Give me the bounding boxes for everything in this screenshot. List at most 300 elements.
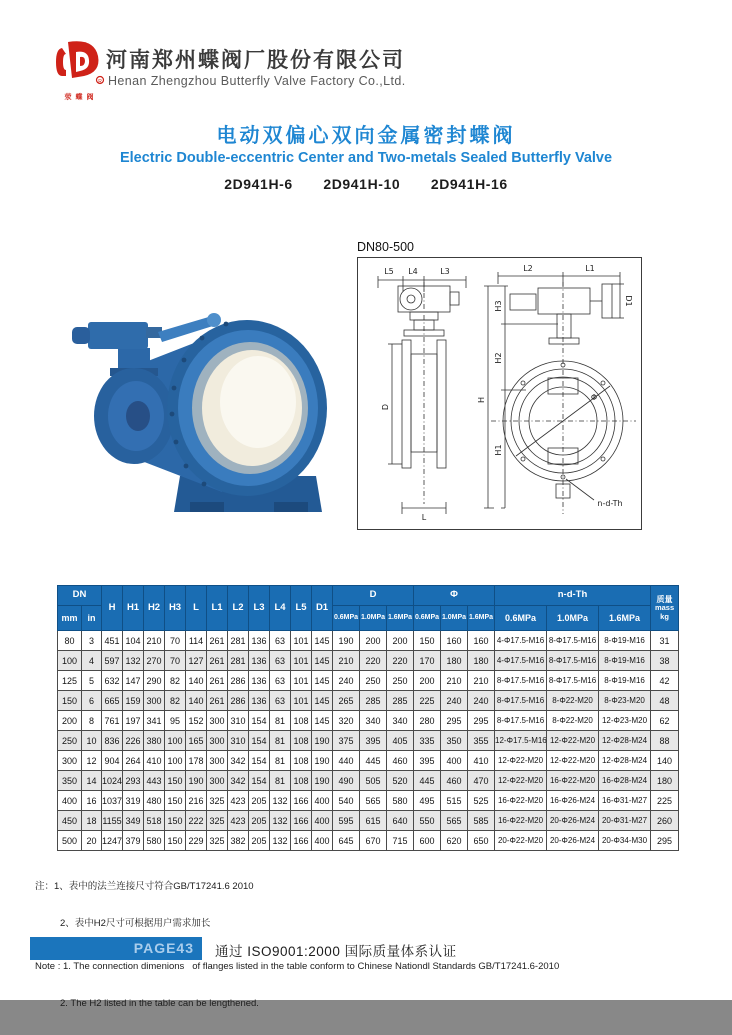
table-cell: 12-Φ22-M20 bbox=[547, 731, 599, 751]
table-cell: 220 bbox=[360, 651, 387, 671]
table-cell: 31 bbox=[651, 631, 679, 651]
table-cell: 340 bbox=[387, 711, 414, 731]
table-cell: 1247 bbox=[102, 831, 123, 851]
table-cell: 310 bbox=[228, 731, 249, 751]
table-cell: 20-Φ26-M24 bbox=[547, 831, 599, 851]
table-cell: 460 bbox=[387, 751, 414, 771]
table-cell: 101 bbox=[291, 671, 312, 691]
table-cell: 136 bbox=[249, 691, 270, 711]
table-cell: 125 bbox=[58, 671, 82, 691]
table-cell: 645 bbox=[333, 831, 360, 851]
valve-photo-illustration bbox=[72, 313, 327, 512]
table-cell: 88 bbox=[651, 731, 679, 751]
table-cell: 670 bbox=[360, 831, 387, 851]
table-cell: 8-Φ17.5-M16 bbox=[547, 631, 599, 651]
col-header-l5: L5 bbox=[291, 586, 312, 631]
table-cell: 81 bbox=[270, 711, 291, 731]
table-cell: 150 bbox=[58, 691, 82, 711]
table-cell: 200 bbox=[387, 631, 414, 651]
subcol-d-06: 0.6MPa bbox=[333, 606, 360, 631]
table-row bbox=[58, 791, 679, 811]
table-cell: 580 bbox=[144, 831, 165, 851]
table-cell: 12-Φ22-M20 bbox=[495, 751, 547, 771]
table-cell: 222 bbox=[186, 811, 207, 831]
table-cell: 200 bbox=[414, 671, 441, 691]
table-cell: 261 bbox=[207, 631, 228, 651]
subcol-phi-06: 0.6MPa bbox=[414, 606, 441, 631]
table-cell: 100 bbox=[58, 651, 82, 671]
table-cell: 140 bbox=[651, 751, 679, 771]
table-cell: 136 bbox=[249, 671, 270, 691]
table-cell: 300 bbox=[207, 711, 228, 731]
col-header-h1: H1 bbox=[123, 586, 144, 631]
table-cell: 8-Φ19-M16 bbox=[599, 631, 651, 651]
table-cell: 178 bbox=[186, 751, 207, 771]
table-cell: 450 bbox=[58, 811, 82, 831]
table-cell: 154 bbox=[249, 771, 270, 791]
table-cell: 100 bbox=[165, 731, 186, 751]
table-cell: 14 bbox=[82, 771, 102, 791]
table-row bbox=[58, 771, 679, 791]
table-row bbox=[58, 631, 679, 651]
logo-caption: 荥蝶阀 bbox=[64, 94, 98, 101]
table-cell: 180 bbox=[651, 771, 679, 791]
table-cell: 518 bbox=[144, 811, 165, 831]
col-header-l1: L1 bbox=[207, 586, 228, 631]
dim-label-h3: H3 bbox=[494, 300, 503, 312]
table-cell: 240 bbox=[468, 691, 495, 711]
table-cell: 180 bbox=[441, 651, 468, 671]
table-cell: 285 bbox=[387, 691, 414, 711]
table-cell: 16 bbox=[82, 791, 102, 811]
table-cell: 410 bbox=[144, 751, 165, 771]
table-cell: 190 bbox=[312, 751, 333, 771]
table-cell: 395 bbox=[414, 751, 441, 771]
table-cell: 8-Φ17.5-M16 bbox=[495, 711, 547, 731]
table-cell: 16-Φ22-M20 bbox=[495, 791, 547, 811]
table-cell: 197 bbox=[123, 711, 144, 731]
table-cell: 48 bbox=[651, 691, 679, 711]
spec-table bbox=[57, 585, 679, 851]
table-cell: 136 bbox=[249, 631, 270, 651]
dim-label-h1: H1 bbox=[494, 444, 503, 456]
table-cell: 470 bbox=[468, 771, 495, 791]
table-row bbox=[58, 751, 679, 771]
table-cell: 240 bbox=[441, 691, 468, 711]
table-row bbox=[58, 691, 679, 711]
table-cell: 290 bbox=[144, 671, 165, 691]
table-cell: 12-Φ22-M20 bbox=[547, 751, 599, 771]
table-cell: 632 bbox=[102, 671, 123, 691]
table-cell: 81 bbox=[270, 731, 291, 751]
table-cell: 350 bbox=[441, 731, 468, 751]
dim-label-l4: L4 bbox=[408, 267, 418, 276]
table-cell: 550 bbox=[414, 811, 441, 831]
table-cell: 382 bbox=[228, 831, 249, 851]
table-cell: 145 bbox=[312, 651, 333, 671]
table-cell: 1037 bbox=[102, 791, 123, 811]
table-cell: 410 bbox=[468, 751, 495, 771]
company-name-cn: 河南郑州蝶阀厂股份有限公司 bbox=[106, 49, 405, 72]
side-view bbox=[378, 267, 466, 522]
table-cell: 108 bbox=[291, 711, 312, 731]
col-header-dn: DN bbox=[58, 586, 102, 606]
iso-cert-text: 通过 ISO9001:2000 国际质量体系认证 bbox=[215, 944, 457, 959]
table-cell: 42 bbox=[651, 671, 679, 691]
table-cell: 8-Φ17.5-M16 bbox=[547, 651, 599, 671]
table-cell: 379 bbox=[123, 831, 144, 851]
table-cell: 200 bbox=[58, 711, 82, 731]
table-cell: 250 bbox=[387, 671, 414, 691]
table-cell: 12-Φ28-M24 bbox=[599, 731, 651, 751]
dim-label-l: L bbox=[421, 513, 427, 522]
table-cell: 190 bbox=[312, 771, 333, 791]
table-cell: 286 bbox=[228, 691, 249, 711]
col-header-l3: L3 bbox=[249, 586, 270, 631]
table-cell: 665 bbox=[102, 691, 123, 711]
table-cell: 400 bbox=[312, 831, 333, 851]
dim-label-h2: H2 bbox=[494, 352, 503, 364]
table-cell: 12-Φ17.5-M16 bbox=[495, 731, 547, 751]
table-cell: 451 bbox=[102, 631, 123, 651]
table-cell: 150 bbox=[165, 791, 186, 811]
table-cell: 229 bbox=[186, 831, 207, 851]
table-cell: 210 bbox=[333, 651, 360, 671]
table-cell: 62 bbox=[651, 711, 679, 731]
table-cell: 190 bbox=[186, 771, 207, 791]
table-cell: 63 bbox=[270, 651, 291, 671]
table-cell: 226 bbox=[123, 731, 144, 751]
dim-label-l2: L2 bbox=[523, 264, 533, 273]
note-cn-2: 2、表中H2尺寸可根据用户需求加长 bbox=[60, 917, 211, 929]
table-cell: 540 bbox=[333, 791, 360, 811]
table-cell: 295 bbox=[441, 711, 468, 731]
table-cell: 4-Φ17.5-M16 bbox=[495, 631, 547, 651]
note-en-2: 2. The H2 listed in the table can be lengthened. bbox=[60, 997, 259, 1009]
table-cell: 145 bbox=[312, 671, 333, 691]
table-cell: 423 bbox=[228, 791, 249, 811]
table-row bbox=[58, 731, 679, 751]
svg-text:R: R bbox=[98, 79, 102, 85]
table-cell: 342 bbox=[228, 771, 249, 791]
table-cell: 295 bbox=[651, 831, 679, 851]
table-cell: 16-Φ22-M20 bbox=[547, 771, 599, 791]
table-cell: 20-Φ34-M30 bbox=[599, 831, 651, 851]
table-cell: 349 bbox=[123, 811, 144, 831]
table-cell: 8-Φ17.5-M16 bbox=[495, 671, 547, 691]
table-cell: 63 bbox=[270, 631, 291, 651]
table-cell: 150 bbox=[165, 771, 186, 791]
table-cell: 147 bbox=[123, 671, 144, 691]
table-cell: 20-Φ31-M27 bbox=[599, 811, 651, 831]
table-cell: 300 bbox=[207, 731, 228, 751]
table-cell: 264 bbox=[123, 751, 144, 771]
table-cell: 190 bbox=[333, 631, 360, 651]
table-cell: 8-Φ19-M16 bbox=[599, 651, 651, 671]
table-cell: 280 bbox=[414, 711, 441, 731]
table-cell: 170 bbox=[414, 651, 441, 671]
table-header-row-1 bbox=[58, 586, 679, 606]
col-header-in: in bbox=[82, 606, 102, 631]
table-cell: 565 bbox=[360, 791, 387, 811]
subcol-ndth-16: 1.6MPa bbox=[599, 606, 651, 631]
product-title-en: Electric Double-eccentric Center and Two-metals Sealed Butterfly Valve bbox=[119, 150, 613, 166]
group-header-phi: Φ bbox=[414, 586, 495, 606]
table-cell: 250 bbox=[58, 731, 82, 751]
product-title-cn: 电动双偏心双向金属密封蝶阀 bbox=[216, 125, 516, 147]
table-cell: 423 bbox=[228, 811, 249, 831]
table-cell: 281 bbox=[228, 631, 249, 651]
table-cell: 597 bbox=[102, 651, 123, 671]
table-cell: 82 bbox=[165, 691, 186, 711]
col-header-h2: H2 bbox=[144, 586, 165, 631]
table-cell: 220 bbox=[387, 651, 414, 671]
table-cell: 63 bbox=[270, 691, 291, 711]
table-cell: 132 bbox=[123, 651, 144, 671]
table-cell: 615 bbox=[360, 811, 387, 831]
dim-label-phi: Φ bbox=[590, 393, 598, 402]
table-cell: 261 bbox=[207, 671, 228, 691]
dim-label-l1: L1 bbox=[585, 264, 595, 273]
table-cell: 205 bbox=[249, 791, 270, 811]
table-cell: 8-Φ17.5-M16 bbox=[547, 671, 599, 691]
table-cell: 281 bbox=[228, 651, 249, 671]
table-cell: 445 bbox=[360, 751, 387, 771]
table-cell: 355 bbox=[468, 731, 495, 751]
dim-label-d1: D1 bbox=[624, 295, 633, 307]
table-cell: 100 bbox=[165, 751, 186, 771]
table-cell: 443 bbox=[144, 771, 165, 791]
note-en-1: Note : 1. The connection dimenions of flanges listed in the table conform to Chinese Nationdl Standards GB/T17241.6-2010 bbox=[35, 960, 560, 972]
table-cell: 640 bbox=[387, 811, 414, 831]
table-cell: 285 bbox=[360, 691, 387, 711]
table-cell: 525 bbox=[468, 791, 495, 811]
table-cell: 340 bbox=[360, 711, 387, 731]
table-cell: 104 bbox=[123, 631, 144, 651]
table-cell: 82 bbox=[165, 671, 186, 691]
table-cell: 159 bbox=[123, 691, 144, 711]
table-cell: 600 bbox=[414, 831, 441, 851]
table-cell: 320 bbox=[333, 711, 360, 731]
table-cell: 490 bbox=[333, 771, 360, 791]
table-cell: 101 bbox=[291, 691, 312, 711]
table-cell: 5 bbox=[82, 671, 102, 691]
table-cell: 210 bbox=[441, 671, 468, 691]
model-number: 2D941H-16 bbox=[430, 176, 508, 192]
table-cell: 405 bbox=[387, 731, 414, 751]
table-cell: 12-Φ22-M20 bbox=[495, 771, 547, 791]
table-cell: 225 bbox=[651, 791, 679, 811]
table-cell: 342 bbox=[228, 751, 249, 771]
table-cell: 12-Φ23-M20 bbox=[599, 711, 651, 731]
table-cell: 132 bbox=[270, 811, 291, 831]
table-cell: 8 bbox=[82, 711, 102, 731]
table-cell: 520 bbox=[387, 771, 414, 791]
table-cell: 190 bbox=[312, 731, 333, 751]
table-cell: 101 bbox=[291, 651, 312, 671]
subcol-d-10: 1.0MPa bbox=[360, 606, 387, 631]
table-cell: 145 bbox=[312, 631, 333, 651]
mass-label-en: mass bbox=[654, 602, 675, 612]
table-cell: 445 bbox=[414, 771, 441, 791]
table-cell: 1155 bbox=[102, 811, 123, 831]
table-cell: 101 bbox=[291, 631, 312, 651]
table-cell: 152 bbox=[186, 711, 207, 731]
table-cell: 715 bbox=[387, 831, 414, 851]
table-cell: 180 bbox=[468, 651, 495, 671]
table-cell: 400 bbox=[312, 791, 333, 811]
table-cell: 265 bbox=[333, 691, 360, 711]
table-cell: 166 bbox=[291, 811, 312, 831]
table-cell: 114 bbox=[186, 631, 207, 651]
table-cell: 580 bbox=[387, 791, 414, 811]
table-cell: 210 bbox=[144, 631, 165, 651]
table-cell: 500 bbox=[58, 831, 82, 851]
table-cell: 505 bbox=[360, 771, 387, 791]
table-cell: 261 bbox=[207, 691, 228, 711]
table-cell: 495 bbox=[414, 791, 441, 811]
dim-label-l5: L5 bbox=[384, 267, 394, 276]
dim-label-h: H bbox=[477, 396, 486, 404]
table-cell: 108 bbox=[291, 731, 312, 751]
subcol-ndth-10: 1.0MPa bbox=[547, 606, 599, 631]
table-cell: 375 bbox=[333, 731, 360, 751]
table-cell: 166 bbox=[291, 831, 312, 851]
table-cell: 70 bbox=[165, 631, 186, 651]
group-header-d: D bbox=[333, 586, 414, 606]
table-cell: 205 bbox=[249, 811, 270, 831]
table-cell: 300 bbox=[207, 751, 228, 771]
table-cell: 400 bbox=[441, 751, 468, 771]
table-cell: 140 bbox=[186, 671, 207, 691]
table-cell: 325 bbox=[207, 811, 228, 831]
product-photo bbox=[62, 296, 348, 530]
table-cell: 325 bbox=[207, 791, 228, 811]
technical-drawing-box bbox=[357, 257, 642, 530]
table-cell: 12-Φ28-M24 bbox=[599, 751, 651, 771]
table-cell: 380 bbox=[144, 731, 165, 751]
table-cell: 4-Φ17.5-M16 bbox=[495, 651, 547, 671]
table-cell: 160 bbox=[441, 631, 468, 651]
table-cell: 16-Φ22-M20 bbox=[495, 811, 547, 831]
table-cell: 16-Φ28-M24 bbox=[599, 771, 651, 791]
front-view bbox=[477, 264, 636, 514]
col-header-d1: D1 bbox=[312, 586, 333, 631]
table-cell: 10 bbox=[82, 731, 102, 751]
table-cell: 145 bbox=[312, 711, 333, 731]
subcol-phi-10: 1.0MPa bbox=[441, 606, 468, 631]
table-cell: 341 bbox=[144, 711, 165, 731]
table-cell: 160 bbox=[468, 631, 495, 651]
table-cell: 295 bbox=[468, 711, 495, 731]
table-cell: 150 bbox=[165, 811, 186, 831]
table-cell: 20-Φ22-M20 bbox=[495, 831, 547, 851]
table-cell: 225 bbox=[414, 691, 441, 711]
table-cell: 18 bbox=[82, 811, 102, 831]
table-cell: 440 bbox=[333, 751, 360, 771]
table-row bbox=[58, 831, 679, 851]
table-cell: 140 bbox=[186, 691, 207, 711]
table-cell: 166 bbox=[291, 791, 312, 811]
table-cell: 480 bbox=[144, 791, 165, 811]
table-cell: 8-Φ22-M20 bbox=[547, 691, 599, 711]
table-cell: 585 bbox=[468, 811, 495, 831]
table-cell: 595 bbox=[333, 811, 360, 831]
table-row bbox=[58, 651, 679, 671]
col-header-l2: L2 bbox=[228, 586, 249, 631]
table-cell: 270 bbox=[144, 651, 165, 671]
table-cell: 904 bbox=[102, 751, 123, 771]
table-cell: 200 bbox=[360, 631, 387, 651]
table-cell: 136 bbox=[249, 651, 270, 671]
mass-label-cn: 质量 bbox=[656, 594, 673, 604]
table-cell: 154 bbox=[249, 731, 270, 751]
table-cell: 6 bbox=[82, 691, 102, 711]
table-cell: 335 bbox=[414, 731, 441, 751]
dn-range-label: DN80-500 bbox=[357, 240, 414, 254]
table-cell: 8-Φ19-M16 bbox=[599, 671, 651, 691]
table-cell: 154 bbox=[249, 751, 270, 771]
table-cell: 8-Φ23-M20 bbox=[599, 691, 651, 711]
table-cell: 240 bbox=[333, 671, 360, 691]
table-cell: 300 bbox=[207, 771, 228, 791]
col-header-h3: H3 bbox=[165, 586, 186, 631]
dim-label-d: D bbox=[381, 403, 390, 411]
table-cell: 325 bbox=[207, 831, 228, 851]
table-cell: 81 bbox=[270, 771, 291, 791]
col-header-mm: mm bbox=[58, 606, 82, 631]
table-cell: 154 bbox=[249, 711, 270, 731]
col-header-l: L bbox=[186, 586, 207, 631]
table-cell: 293 bbox=[123, 771, 144, 791]
spec-table-body bbox=[58, 631, 679, 851]
table-cell: 8-Φ17.5-M16 bbox=[495, 691, 547, 711]
table-cell: 650 bbox=[468, 831, 495, 851]
table-cell: 216 bbox=[186, 791, 207, 811]
table-cell: 260 bbox=[651, 811, 679, 831]
table-cell: 205 bbox=[249, 831, 270, 851]
table-cell: 108 bbox=[291, 771, 312, 791]
table-cell: 460 bbox=[441, 771, 468, 791]
model-numbers bbox=[0, 176, 732, 192]
company-name-en: Henan Zhengzhou Butterfly Valve Factory Co.,Ltd. bbox=[108, 74, 406, 88]
table-cell: 145 bbox=[312, 691, 333, 711]
table-cell: 310 bbox=[228, 711, 249, 731]
table-cell: 150 bbox=[165, 831, 186, 851]
table-cell: 261 bbox=[207, 651, 228, 671]
table-cell: 20-Φ26-M24 bbox=[547, 811, 599, 831]
dim-label-ndth: n-d-Th bbox=[597, 499, 623, 508]
table-cell: 250 bbox=[360, 671, 387, 691]
table-cell: 12 bbox=[82, 751, 102, 771]
table-cell: 16-Φ26-M24 bbox=[547, 791, 599, 811]
table-cell: 515 bbox=[441, 791, 468, 811]
table-cell: 3 bbox=[82, 631, 102, 651]
table-cell: 95 bbox=[165, 711, 186, 731]
table-cell: 80 bbox=[58, 631, 82, 651]
table-cell: 210 bbox=[468, 671, 495, 691]
subcol-phi-16: 1.6MPa bbox=[468, 606, 495, 631]
table-cell: 20 bbox=[82, 831, 102, 851]
subcol-ndth-06: 0.6MPa bbox=[495, 606, 547, 631]
model-number: 2D941H-10 bbox=[323, 176, 401, 192]
table-cell: 63 bbox=[270, 671, 291, 691]
note-cn-1: 注：1、表中的法兰连接尺寸符合GB/T17241.6 2010 bbox=[35, 880, 254, 892]
table-row bbox=[58, 711, 679, 731]
technical-drawing bbox=[358, 258, 641, 528]
table-cell: 400 bbox=[58, 791, 82, 811]
table-cell: 4 bbox=[82, 651, 102, 671]
